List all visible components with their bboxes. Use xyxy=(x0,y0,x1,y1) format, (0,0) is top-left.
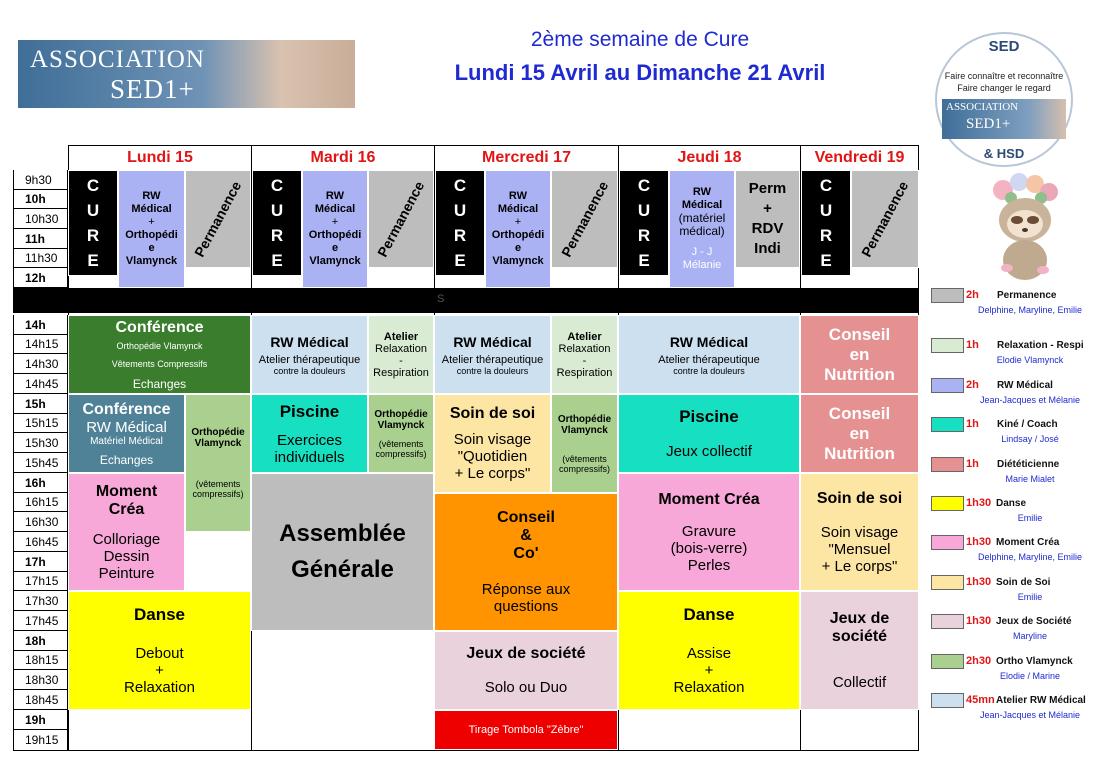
cure-block-mercredi: C U R E xyxy=(435,170,485,276)
lunch-mark: S xyxy=(437,293,445,305)
time-slot: 19h xyxy=(13,710,68,730)
legend-people: Jean-Jacques et Mélanie xyxy=(979,710,1081,720)
legend-label: Moment Créa xyxy=(996,537,1060,548)
jeux-de-societe-mercredi: Jeux de société Solo ou Duo xyxy=(434,631,618,710)
legend-swatch xyxy=(931,693,964,708)
legend-label: RW Médical xyxy=(997,380,1053,391)
day-header-lundi: Lundi 15 xyxy=(68,145,252,171)
day-header-mercredi: Mercredi 17 xyxy=(434,145,619,171)
legend-swatch xyxy=(931,654,964,669)
legend-people: Marie Mialet xyxy=(1005,474,1055,484)
permanence-block-mercredi: Permanence xyxy=(551,170,618,268)
day-header-vendredi: Vendredi 19 xyxy=(800,145,919,171)
legend-people: Jean-Jacques et Mélanie xyxy=(979,395,1081,405)
soin-de-soi-vendredi: Soin de soi Soin visage "Mensuel + Le corps" xyxy=(800,473,919,591)
time-slot: 15h30 xyxy=(13,433,68,453)
assemblee-generale-mardi: Assemblée Générale xyxy=(251,473,434,631)
legend-people: Maryline xyxy=(1012,631,1047,641)
badge-band-line1: ASSOCIATION xyxy=(946,101,1019,113)
rw-materiel-block-jeudi: RW Médical (matériel médical) J - J Mélanie xyxy=(669,170,735,288)
cure-block-mardi: C U R E xyxy=(252,170,302,276)
time-slot: 19h15 xyxy=(13,730,68,751)
badge-tagline-2: Faire changer le regard xyxy=(957,83,1051,93)
time-slot: 14h45 xyxy=(13,374,68,394)
legend-label: Relaxation - Respi xyxy=(997,340,1084,351)
permanence-block-vendredi: Permanence xyxy=(851,170,919,268)
legend-label: Jeux de Société xyxy=(996,616,1072,627)
conference-ortho-lundi: Conférence Orthopédie Vlamynck Vêtements Compressifs Echanges xyxy=(68,315,251,394)
legend-people: Emilie xyxy=(1017,592,1043,602)
badge-band xyxy=(942,99,1066,139)
time-slot: 10h30 xyxy=(13,209,68,229)
legend-duration: 2h xyxy=(966,289,979,301)
moment-crea-jeudi: Moment Créa Gravure (bois-verre) Perles xyxy=(618,473,800,591)
time-slot: 15h45 xyxy=(13,453,68,473)
rw-ortho-block-mardi: RW Médical + Orthopédi e Vlamynck xyxy=(302,170,368,288)
time-slot: 16h30 xyxy=(13,512,68,532)
ortho-vlamynck-mardi: Orthopédie Vlamynck (vêtements compressifs) xyxy=(368,394,434,473)
sed-hsd-badge-logo xyxy=(935,32,1073,167)
cure-block-lundi: C U R E xyxy=(68,170,118,276)
cure-block-jeudi: C U R E xyxy=(619,170,669,276)
time-slot: 17h xyxy=(13,552,68,572)
badge-top-text: SED xyxy=(988,38,1020,55)
time-slot: 16h xyxy=(13,473,68,493)
rw-ortho-block-mercredi: RW Médical + Orthopédi e Vlamynck xyxy=(485,170,551,288)
legend-duration: 1h xyxy=(966,458,979,470)
legend-swatch xyxy=(931,378,964,393)
tirage-tombola-mercredi: Tirage Tombola "Zèbre" xyxy=(434,710,618,750)
legend-duration: 1h30 xyxy=(966,615,992,627)
legend-duration: 1h xyxy=(966,339,979,351)
moment-crea-lundi: Moment Créa Colloriage Dessin Peinture xyxy=(68,473,185,591)
legend-people: Emilie xyxy=(1017,513,1043,523)
time-slot: 16h15 xyxy=(13,493,68,512)
legend-duration: 45mn xyxy=(966,694,995,706)
legend-duration: 1h xyxy=(966,418,979,430)
time-slot: 14h15 xyxy=(13,335,68,354)
conference-rw-lundi: Conférence RW Médical Matériel Médical Echanges xyxy=(68,394,185,473)
day-header-jeudi: Jeudi 18 xyxy=(618,145,801,171)
legend-label: Kiné / Coach xyxy=(997,419,1058,430)
cure-block-vendredi: C U R E xyxy=(801,170,851,276)
legend-label: Ortho Vlamynck xyxy=(996,656,1073,667)
conseil-co-mercredi: Conseil & Co' Réponse aux questions xyxy=(434,493,618,631)
legend-label: Soin de Soi xyxy=(996,577,1051,588)
legend-swatch xyxy=(931,338,964,353)
piscine-mardi: Piscine Exercices individuels xyxy=(251,394,368,473)
time-slot: 14h30 xyxy=(13,354,68,374)
time-slot: 16h45 xyxy=(13,532,68,552)
time-slot: 11h xyxy=(13,229,68,249)
time-slot: 18h30 xyxy=(13,670,68,690)
page-title: Lundi 15 Avril au Dimanche 21 Avril xyxy=(454,60,826,85)
soin-de-soi-mercredi: Soin de soi Soin visage "Quotidien + Le corps" xyxy=(434,394,551,493)
time-slot: 15h15 xyxy=(13,414,68,433)
legend-people: Elodie / Marine xyxy=(999,671,1061,681)
legend-people: Lindsay / José xyxy=(1001,434,1059,444)
legend-people: Elodie Vlamynck xyxy=(996,355,1064,365)
legend-duration: 1h30 xyxy=(966,497,992,509)
time-slot: 10h xyxy=(13,190,68,209)
permanence-block-lundi: Permanence xyxy=(185,170,251,268)
legend-people: Delphine, Maryline, Emilie xyxy=(977,552,1083,562)
badge-tagline-1: Faire connaître et reconnaître xyxy=(944,71,1064,81)
legend-swatch xyxy=(931,614,964,629)
time-slot: 11h30 xyxy=(13,249,68,268)
legend-swatch xyxy=(931,496,964,511)
association-logo xyxy=(18,40,355,108)
atelier-relaxation-mardi: Atelier Relaxation - Respiration xyxy=(368,315,434,394)
badge-band-line2: SED1+ xyxy=(966,116,1011,132)
legend-label: Permanence xyxy=(997,290,1057,301)
legend-duration: 1h30 xyxy=(966,536,992,548)
legend-swatch xyxy=(931,457,964,472)
time-slot: 17h30 xyxy=(13,591,68,611)
legend-label: Atelier RW Médical xyxy=(996,695,1086,706)
atelier-relaxation-mercredi: Atelier Relaxation - Respiration xyxy=(551,315,618,394)
rw-atelier-mardi: RW Médical Atelier thérapeutique contre la douleurs xyxy=(251,315,368,394)
legend-people: Delphine, Maryline, Emilie xyxy=(977,305,1083,315)
legend-swatch xyxy=(931,417,964,432)
perm-rdv-block-jeudi: Perm + RDV Indi xyxy=(735,170,800,268)
time-slot: 18h xyxy=(13,631,68,651)
legend-duration: 2h xyxy=(966,379,979,391)
danse-jeudi: Danse Assise + Relaxation xyxy=(618,591,800,710)
rw-ortho-block-lundi: RW Médical + Orthopédi e Vlamynck xyxy=(118,170,185,288)
logo-text-line1: ASSOCIATION xyxy=(30,46,205,73)
sloth-illustration xyxy=(985,172,1065,282)
danse-lundi: Danse Debout + Relaxation xyxy=(68,591,251,710)
day-header-mardi: Mardi 16 xyxy=(251,145,435,171)
jeux-de-societe-vendredi: Jeux de société Collectif xyxy=(800,591,919,710)
time-slot: 18h45 xyxy=(13,690,68,710)
legend-swatch xyxy=(931,575,964,590)
time-slot: 18h15 xyxy=(13,651,68,670)
piscine-jeudi: Piscine Jeux collectif xyxy=(618,394,800,473)
legend-swatch xyxy=(931,535,964,550)
time-slot: 15h xyxy=(13,394,68,414)
time-slot: 17h45 xyxy=(13,611,68,631)
legend-swatch xyxy=(931,288,964,303)
time-slot: 17h15 xyxy=(13,572,68,591)
permanence-block-mardi: Permanence xyxy=(368,170,434,268)
time-slot: 9h30 xyxy=(13,170,68,190)
conseil-nutrition-vendredi-1: Conseil en Nutrition xyxy=(800,315,919,394)
page-subtitle: 2ème semaine de Cure xyxy=(530,28,750,51)
rw-atelier-mercredi: RW Médical Atelier thérapeutique contre la douleurs xyxy=(434,315,551,394)
lunch-break-band xyxy=(13,288,919,313)
ortho-vlamynck-lundi: Orthopédie Vlamynck (vêtements compressifs) xyxy=(185,394,251,532)
conseil-nutrition-vendredi-2: Conseil en Nutrition xyxy=(800,394,919,473)
time-slot: 12h xyxy=(13,268,68,288)
ortho-vlamynck-mercredi: Orthopédie Vlamynck (vêtements compressifs) xyxy=(551,394,618,493)
logo-text-line2: SED1+ xyxy=(110,74,195,104)
legend-label: Diététicienne xyxy=(997,459,1060,470)
legend-label: Danse xyxy=(996,498,1027,509)
rw-atelier-jeudi: RW Médical Atelier thérapeutique contre la douleurs xyxy=(618,315,800,394)
legend-duration: 2h30 xyxy=(966,655,992,667)
time-slot: 14h xyxy=(13,315,68,335)
badge-bottom-text: & HSD xyxy=(983,146,1025,161)
legend-duration: 1h30 xyxy=(966,576,992,588)
